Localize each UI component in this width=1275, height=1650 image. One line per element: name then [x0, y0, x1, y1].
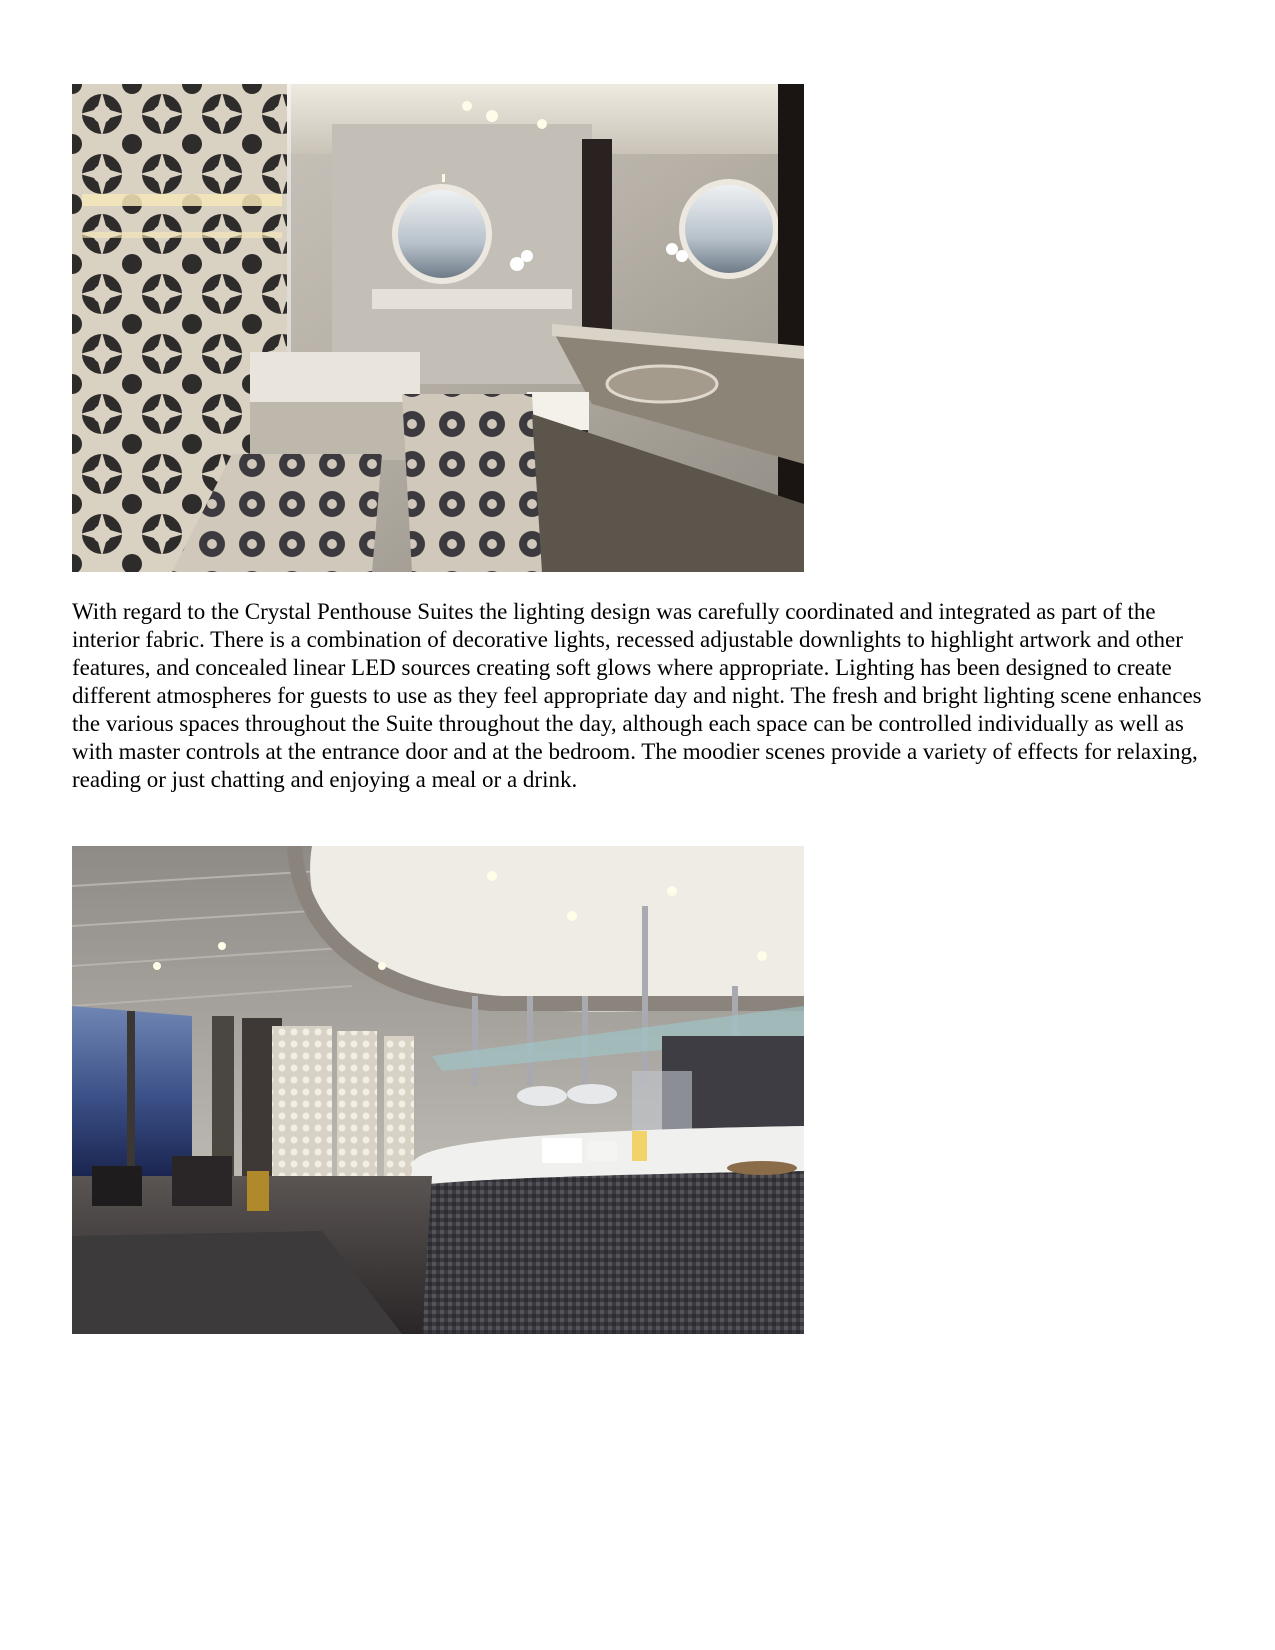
bathroom-photo [72, 84, 804, 572]
body-paragraph: With regard to the Crystal Penthouse Suites the lighting design was carefully coordinated and integrated as part of the interior fabric. There is a combination of decorative lights, recessed adjustable downlights to highlight artwork and other features, and concealed linear LED sources creating soft glows where appropriate. Lighting has been designed to create different atmospheres for guests to use as they feel appropriate day and night. The fresh and bright lighting scene enhances the various spaces throughout the Suite throughout the day, although each space can be controlled individually as well as with master controls at the entrance door and at the bedroom. The moodier scenes provide a variety of effects for relaxing, reading or just chatting and enjoying a meal or a drink. [72, 599, 1202, 792]
restaurant-buffet-photo [72, 846, 804, 1334]
